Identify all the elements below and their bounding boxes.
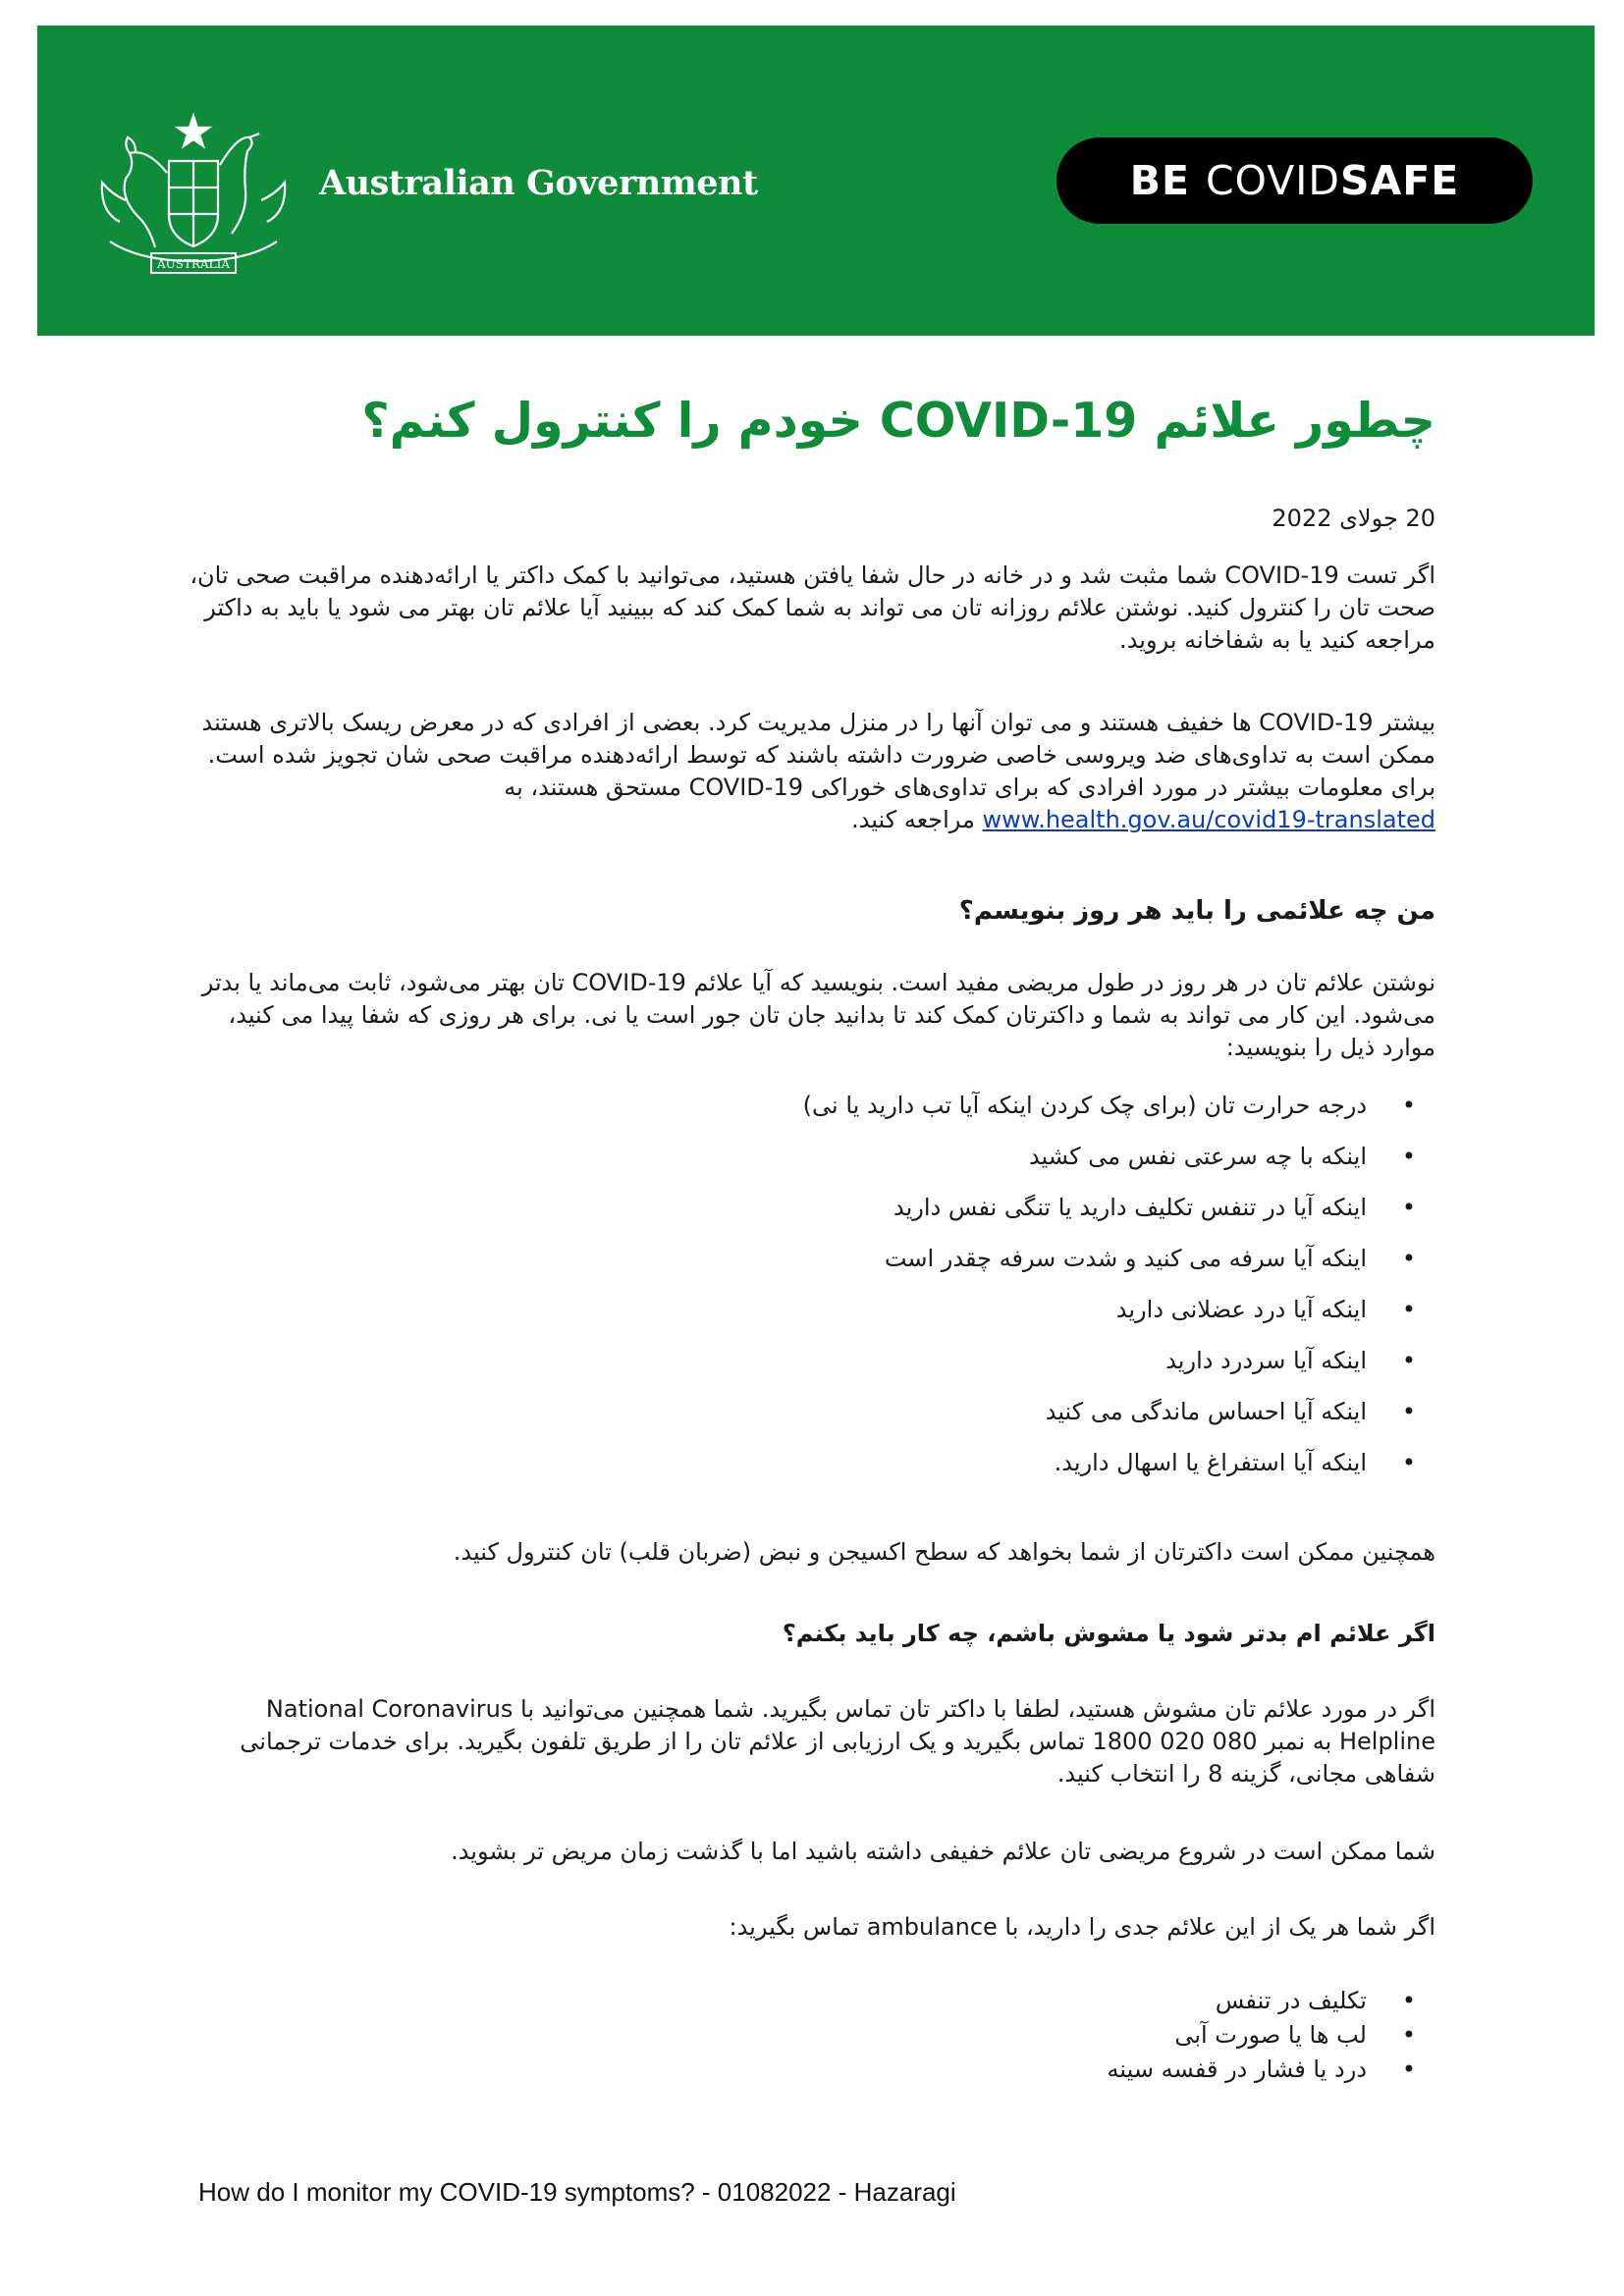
helpline-paragraph: اگر در مورد علائم تان مشوش هستید، لطفا با داکتر تان تماس بگیرید. شما همچنین می‌توانید با National Coronavirus Helpline به نمبر 080 020 1800 تماس بگیرید و یک ارزیابی از علائم تان را از طریق تلفون بگیرید. برای خدمات ترجمانی شفاهی مجانی، گزینه 8 را انتخاب کنید. [240,1695,1435,1788]
header-banner [37,26,1595,336]
list-item: • اینکه آیا درد عضلانی دارید [189,1294,1435,1345]
list-item: • اینکه آیا احساس ماندگی می کنید [189,1396,1435,1447]
page-footer: How do I monitor my COVID-19 symptoms? - 01082022 - Hazaragi [198,2177,956,2207]
badge-covid: COVID [1206,157,1340,204]
badge-safe: SAFE [1339,157,1460,204]
list-item: • لب ها یا صورت آبی [189,2019,1435,2054]
section1-heading: من چه علائمی را باید هر روز بنویسم؟ [958,896,1435,926]
oxygen-paragraph: همچنین ممکن است داکترتان از شما بخواهد که سطح اکسیجن و نبض (ضربان قلب) تان کنترول کنید. [453,1538,1435,1566]
mild-paragraph [189,707,1435,836]
list-item: • اینکه با چه سرعتی نفس می کشید [189,1141,1435,1192]
list-item: • اینکه آیا سردرد دارید [189,1345,1435,1396]
intro-paragraph: اگر تست COVID-19 شما مثبت شد و در خانه در حال شفا یافتن هستید، می‌توانید با کمک داکتر یا ارائه‌دهنده مراقبت صحی تان، صحت تان را کنترول کنید. نوشتن علائم روزانه تان می تواند به شما کمک کند که ببینید آیا علائم تان بهتر می شود یا باید به داکتر مراجعه کنید یا به شفاخانه بروید. [189,561,1435,654]
list-item: • درجه حرارت تان (برای چک کردن اینکه آیا تب دارید یا نی) [189,1090,1435,1141]
worse-paragraph: شما ممکن است در شروع مریضی تان علائم خفیفی داشته باشید اما با گذشت زمان مریض تر بشوید. [451,1838,1435,1865]
document-date: 20 جولای 2022 [1272,505,1435,532]
list-item: • اینکه آیا استفراغ یا اسهال دارید. [189,1447,1435,1498]
symptom-list [189,1090,1435,1498]
be-covidsafe-badge [1056,137,1533,224]
page-title: چطور علائم COVID-19 خودم را کنترول کنم؟ [361,393,1435,449]
coat-of-arms-icon [90,104,297,291]
health-link[interactable]: www.health.gov.au/covid19-translated [982,806,1435,833]
list-item: • اینکه آیا سرفه می کنید و شدت سرفه چقدر است [189,1243,1435,1294]
list-item: • اینکه آیا در تنفس تکلیف دارید یا تنگی نفس دارید [189,1192,1435,1243]
list-item: • درد یا فشار در قفسه سینه [189,2054,1435,2088]
ambulance-paragraph: اگر شما هر یک از این علائم جدی را دارید، با ambulance تماس بگیرید: [729,1913,1435,1941]
section1-paragraph: نوشتن علائم تان در هر روز در طول مریضی مفید است. بنویسید که آیا علائم COVID-19 تان بهتر می‌شود، ثابت می‌ماند یا بدتر می‌شود. این کار می تواند به شما و داکترتان کمک کند تا بدانید جان تان جور است یا نی. برای هر روزی که شفا پیدا می کنید، موارد ذیل را بنویسید: [201,969,1435,1061]
list-item: • تکلیف در تنفس [189,1985,1435,2019]
crest-motto: AUSTRALIA [156,257,231,271]
government-title: Australian Government [319,163,758,203]
mild-text: بیشتر COVID-19 ها خفیف هستند و می توان آنها را در منزل مدیریت کرد. بعضی از افرادی که در معرض ریسک بالاتری هستند ممکن است به تداوی‌های ضد ویروسی خاصی ضرورت داشته باشند که توسط ارائه‌دهنده مراقبت صحی شان تجویز شده است. برای معلومات بیشتر در مورد افرادی که برای تداوی‌های خوراکی COVID-19 مستحق هستند، به [201,709,1435,801]
section2-heading: اگر علائم ام بدتر شود یا مشوش باشم، چه کار باید بکنم؟ [782,1620,1435,1647]
serious-symptom-list [189,1985,1435,2088]
badge-be: BE [1129,157,1191,204]
mild-end-text: مراجعه کنید. [851,806,983,833]
